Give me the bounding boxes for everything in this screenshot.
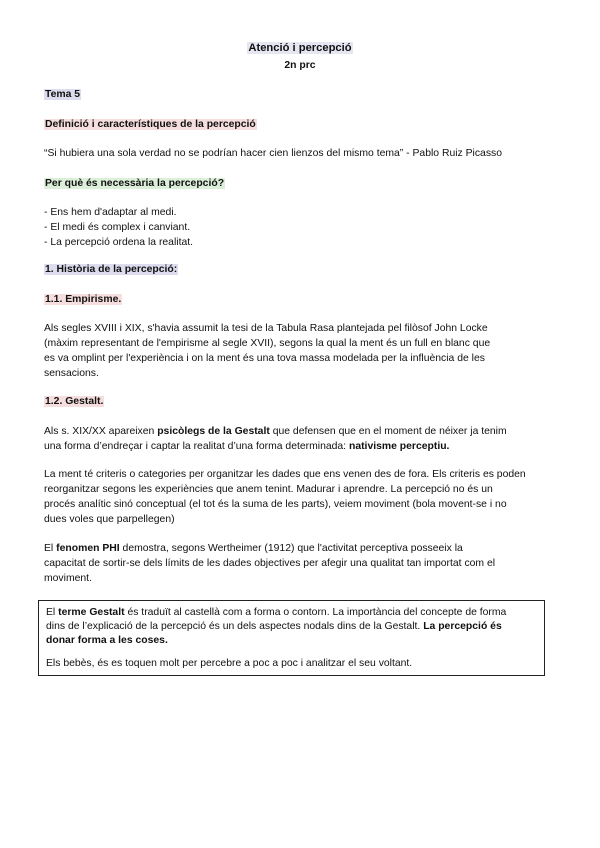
text-span: demostra, segons Wertheimer (1912) que l'activitat perceptiva posseeix la <box>119 543 463 554</box>
text-span: dins de l’explicació de la percepció és un dels aspectes nodals dins de la Gestalt. <box>46 621 424 632</box>
text-line: reorganitzar segons les experiències que anem tenint. Madurar i aprendre. La percepció no és un <box>44 484 493 495</box>
historia-row <box>44 264 178 275</box>
gestalt-heading: 1.2. Gestalt. <box>45 396 104 407</box>
text-span: és traduït al castellà com a forma o contorn. La importància del concepte de forma <box>124 607 507 618</box>
text-span: que defensen que en el moment de néixer ja tenim <box>269 426 507 437</box>
list-item: - La percepció ordena la realitat. <box>44 237 194 248</box>
gestalt-row <box>44 396 104 407</box>
list-item: - Ens hem d'adaptar al medi. <box>44 207 177 218</box>
reasons-list <box>44 205 560 250</box>
per-que-row <box>44 178 225 189</box>
text-line: procés analític sinó conceptual (el tot és la suma de les parts), veiem moviment (bola movent-se i no <box>44 499 507 510</box>
bold-span: psicòlegs de la Gestalt <box>157 426 270 437</box>
tema-row <box>44 89 81 100</box>
title-row <box>0 42 600 54</box>
subtitle-row <box>0 60 600 71</box>
gestalt-note-box <box>38 600 545 676</box>
bold-span: nativisme perceptiu. <box>348 441 450 452</box>
text-line <box>46 620 537 634</box>
gestalt-paragraph-1 <box>44 424 560 454</box>
text-line <box>44 424 560 439</box>
text-line: Els bebès, és es toquen molt per percebre a poc a poc i analitzar el seu voltant. <box>46 658 413 669</box>
page-title: Atenció i percepció <box>248 42 352 54</box>
text-span: una forma d’endreçar i captar la realitat d’una forma determinada: <box>44 441 349 452</box>
per-que-heading: Per què és necessària la percepció? <box>45 178 225 189</box>
definicio-row <box>44 119 257 130</box>
bold-span: La percepció és <box>423 621 502 632</box>
text-line: sensacions. <box>44 368 99 379</box>
text-line: Als segles XVIII i XIX, s'havia assumit la tesi de la Tabula Rasa plantejada pel filòsof John Locke <box>44 323 488 334</box>
bold-span: terme Gestalt <box>58 607 125 618</box>
text-line: donar forma a les coses. <box>46 635 168 646</box>
text-line: capacitat de sortir-se dels límits de les dades objectives per afegir una qualitat tan importat com el <box>44 558 496 569</box>
historia-heading: 1. Història de la percepció: <box>45 264 178 275</box>
text-line: dues voles que parpellegen) <box>44 514 175 525</box>
page-subtitle: 2n prc <box>284 60 316 71</box>
gestalt-paragraph-2 <box>44 467 560 527</box>
text-line <box>46 606 537 620</box>
quote: “Si hubiera una sola verdad no se podrían hacer cien lienzos del mismo tema” - Pablo Ruiz Picasso <box>44 148 502 159</box>
list-item: - El medi és complex i canviant. <box>44 222 191 233</box>
tema-label: Tema 5 <box>45 89 81 100</box>
text-span: El <box>44 543 57 554</box>
text-span: El <box>46 607 59 618</box>
text-line <box>44 439 560 454</box>
phi-paragraph <box>44 541 560 586</box>
text-line: La ment té criteris o categories per organitzar les dades que ens venen des de fora. Els criteris es poden <box>44 469 526 480</box>
empirisme-heading: 1.1. Empirisme. <box>45 294 122 305</box>
text-line: moviment. <box>44 573 92 584</box>
empirisme-row <box>44 294 122 305</box>
empirisme-paragraph <box>44 321 560 381</box>
bold-span: fenomen PHI <box>56 543 120 554</box>
definicio-heading: Definició i característiques de la percepció <box>45 119 256 130</box>
text-line <box>44 541 560 556</box>
text-line: (màxim representant de l'empirisme al segle XVII), segons la qual la ment és un full en blanc que <box>44 338 491 349</box>
text-span: Als s. XIX/XX apareixen <box>44 426 158 437</box>
text-line: es va omplint per l'experiència i on la ment és una tova massa modelada per la influència de les <box>44 353 485 364</box>
